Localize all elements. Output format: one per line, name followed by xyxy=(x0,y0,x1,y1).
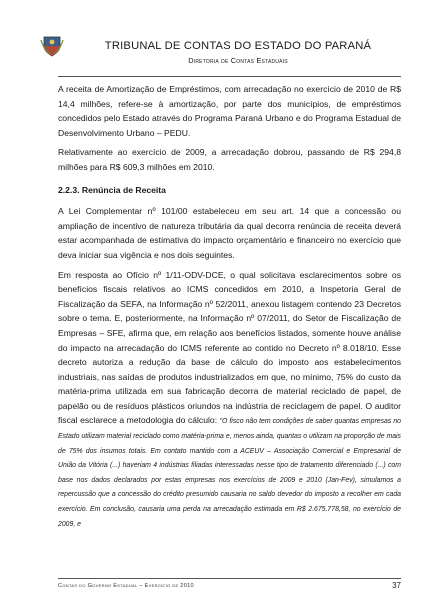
page-header xyxy=(0,0,432,80)
paragraph-oficio-text: Em resposta ao Ofício nº 1/11-ODV-DCE, o qual solicitava esclarecimentos sobre os benefícios fiscais relativos ao ICMS concedidos em 2010, a Inspetoria Geral de Fiscalização da SEFA, na Informação nº 52/2011, anexou listagem contendo 23 Decretos sobre o tema. E, posteriormente, na Informação nº 07/2011, do Setor de Fiscalização de Empresas – SFE, afirma que, em relação aos benefícios listados, somente houve análise do impacto na arrecadação do ICMS referente ao contido no Decreto nº 8.018/10. Esse decreto autoriza a redução da base de cálculo do imposto aos estabelecimentos industriais, nas saídas de produtos industrializados em que, no mínimo, 75% do custo da matéria-prima utilizada em sua fabricação decorra de material reciclado de papel, de papelão ou de resíduos plásticos oriundos na indústria de reciclagem de papel. O auditor fiscal esclarece a metodologia do cálculo: xyxy=(58,269,401,426)
page-number: 37 xyxy=(392,581,401,590)
parana-coat-of-arms-icon xyxy=(40,34,64,58)
paragraph-arrecadacao: Relativamente ao exercício de 2009, a arrecadação dobrou, passando de R$ 294,8 milhões para R$ 609,3 milhões em 2010. xyxy=(58,147,401,172)
paragraph-lei-complementar: A Lei Complementar nº 101/00 estabeleceu em seu art. 14 que a concessão ou ampliação de incentivo de natureza tributária da qual decorra renúncia de receita deverá estar acompanhada de estimativa do impacto orçamentário e financeiro no exercício que deva iniciar sua vigência e nos dois seguintes. xyxy=(58,206,401,260)
paragraph-oficio xyxy=(58,268,401,531)
paragraph-amortizacao: A receita de Amortização de Empréstimos, com arrecadação no exercício de 2010 de R$ 14,4 milhões, refere-se à amortização, por parte dos municípios, de empréstimos concedidos pelo Estado através do Programa Paraná Urbano e do Programa Estadual de Desenvolvimento Urbano – PEDU. xyxy=(58,84,401,138)
auditor-quote: "O fisco não tem condições de saber quantas empresas no Estado utilizam material reciclado como matéria-prima e, menos ainda, quantas o utilizam na proporção de mais de 75% dos insumos totais. Em contato mantido com a ACEUV – Associação Comercial e Empresarial de União da Vitória (...) haveriam 4 indústrias filiadas interessadas nesse tipo de tratamento diferenciado (...) com base nos dados declarados por estas empresas nos exercícios de 2009 e 2010 (Jan-Fev), simulamos a repercussão que a concessão do crédito presumido causaria no saldo devedor do imposto a recolher em cada exercício. Em conclusão, causaria uma perda na arrecadação estimada em R$ 2.675.778,58, no exercício de 2009, e xyxy=(58,418,402,528)
footer-divider xyxy=(58,578,401,579)
header-divider xyxy=(58,76,401,77)
footer-text: Contas do Governo Estadual – Exercício de 2010 xyxy=(58,583,194,589)
section-heading: 2.2.3. Renúncia de Receita xyxy=(58,184,166,195)
document-body xyxy=(58,82,401,535)
page-subtitle: Diretoria de Contas Estaduais xyxy=(188,56,288,65)
page-title: TRIBUNAL DE CONTAS DO ESTADO DO PARANÁ xyxy=(104,40,372,52)
